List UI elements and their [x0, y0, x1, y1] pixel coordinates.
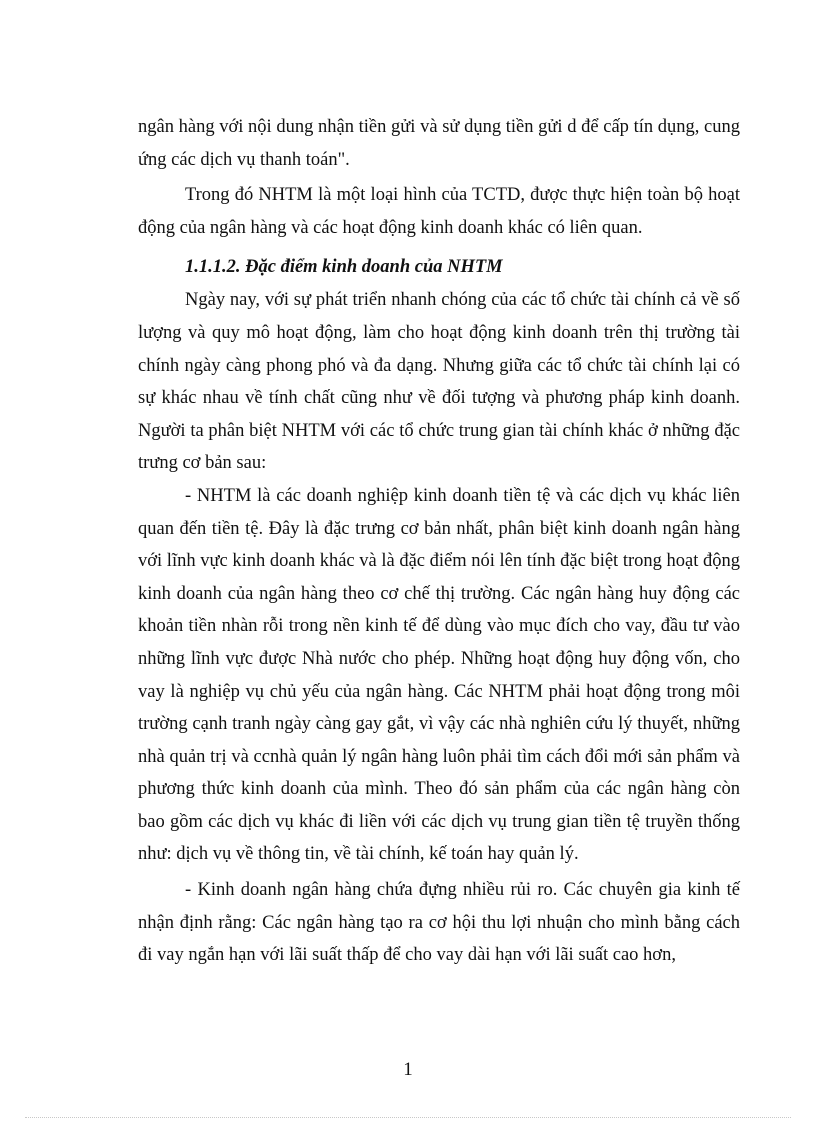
page-bottom-rule	[25, 1117, 791, 1118]
section-heading: 1.1.1.2. Đặc điểm kinh doanh của NHTM	[185, 257, 503, 278]
paragraph-feature-2: - Kinh doanh ngân hàng chứa đựng nhiều rủi ro. Các chuyên gia kinh tế nhận định rằng: Các ngân hàng tạo ra cơ hội thu lợi nhuận cho mình bằng cách đi vay ngắn hạn với lãi suất thấp để cho vay dài hạn với lãi suất cao hơn,	[138, 880, 740, 966]
paragraph-tctd: Trong đó NHTM là một loại hình của TCTD, được thực hiện toàn bộ hoạt động của ngân hàng và các hoạt động kinh doanh khác có liên quan.	[138, 185, 740, 238]
body-text	[138, 111, 740, 972]
paragraph-intro: Ngày nay, với sự phát triển nhanh chóng của các tổ chức tài chính cả về số lượng và quy mô hoạt động, làm cho hoạt động kinh doanh trên thị trường tài chính ngày càng phong phó và đa dạng. Nhưng giữa các tổ chức tài chính lại có sự khác nhau về tính chất cũng như về đối tượng và phương pháp kinh doanh. Người ta phân biệt NHTM với các tổ chức trung gian tài chính khác ở những đặc trưng cơ bản sau:	[138, 290, 740, 474]
paragraph-continuation: ngân hàng với nội dung nhận tiền gửi và sử dụng tiền gửi d để cấp tín dụng, cung ứng các dịch vụ thanh toán".	[138, 117, 740, 170]
paragraph-feature-1: - NHTM là các doanh nghiệp kinh doanh tiền tệ và các dịch vụ khác liên quan đến tiền tệ. Đây là đặc trưng cơ bản nhất, phân biệt kinh doanh ngân hàng với lĩnh vực kinh doanh khác và là đặc điểm nói lên tính đặc biệt trong hoạt động kinh doanh của ngân hàng theo cơ chế thị trường. Các ngân hàng huy động các khoản tiền nhàn rỗi trong nền kinh tế để dùng vào mục đích cho vay, đầu tư vào những lĩnh vực được Nhà nước cho phép. Những hoạt động huy động vốn, cho vay là nghiệp vụ chủ yếu của ngân hàng. Các NHTM phải hoạt động trong môi trường cạnh tranh ngày càng gay gắt, vì vậy các nhà nghiên cứu lý thuyết, những nhà quản trị và ccnhà quản lý ngân hàng luôn phải tìm cách đổi mới sản phẩm và phương thức kinh doanh của mình. Theo đó sản phẩm của các ngân hàng còn bao gồm các dịch vụ khác đi liền với các dịch vụ trung gian tiền tệ truyền thống như: dịch vụ về thông tin, về tài chính, kế toán hay quản lý.	[138, 485, 740, 865]
page-number: 1	[403, 1059, 413, 1080]
